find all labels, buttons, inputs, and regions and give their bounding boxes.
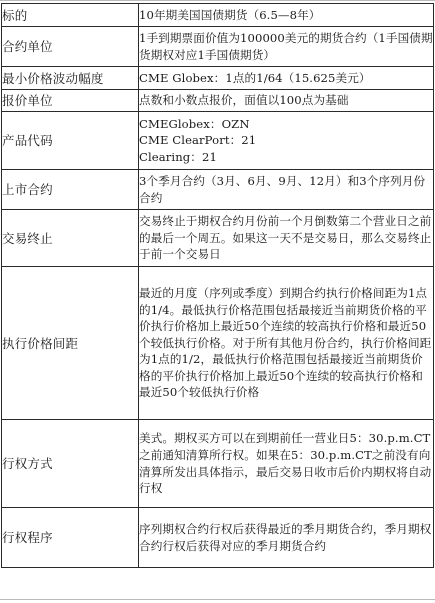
table-row [2, 90, 434, 112]
table-row [2, 27, 434, 67]
top-rule [0, 0, 435, 1]
row-value: 3个季月合约（3月、6月、9月、12月）和3个序列月份合约 [139, 170, 434, 210]
table-row [2, 112, 434, 170]
row-value: 序列期权合约行权后获得最近的季月期货合约，季月期权合约行权后获得对应的季月期货合约 [139, 508, 434, 568]
contract-spec-table [1, 3, 434, 568]
row-value: 1手到期票面价值为100000美元的期货合约（1手国债期货期权对应1手国债期货） [139, 27, 434, 67]
bottom-rule [0, 599, 435, 600]
table-row [2, 267, 434, 420]
row-label: 行权方式 [2, 420, 139, 508]
product-code-line: Clearing：21 [139, 149, 217, 164]
row-label: 合约单位 [2, 27, 139, 67]
table-row [2, 508, 434, 568]
product-code-line: CME ClearPort：21 [139, 133, 257, 148]
row-label: 最小价格波动幅度 [2, 67, 139, 90]
row-label: 上市合约 [2, 170, 139, 210]
table-row [2, 420, 434, 508]
row-value: 交易终止于期权合约月份前一个月倒数第二个营业日之前的最后一个周五。如果这一天不是交易日，那么交易终止于前一个交易日 [139, 210, 434, 267]
product-code-line: CMEGlobex：OZN [139, 116, 250, 131]
table-row [2, 210, 434, 267]
row-label: 报价单位 [2, 90, 139, 112]
row-value: 最近的月度（序列或季度）到期合约执行价格间距为1点的1/4。最低执行价格范围包括最接近当前期货价格的平价执行价格加上最近50个连续的较高执行价格和最近50个较低执行价格。对于所有其他月份合约，执行价格间距为1点的1/2，最低执行价格范围包括最接近当前期货价格的平价执行价格加上最近50个连续的较高执行价格和最近50个较低执行价格 [139, 267, 434, 420]
row-value [139, 112, 434, 170]
row-value: CME Globex：1点的1/64（15.625美元） [139, 67, 434, 90]
row-value: 10年期美国国债期货（6.5—8年） [139, 4, 434, 27]
table-row [2, 4, 434, 27]
row-label: 执行价格间距 [2, 267, 139, 420]
row-value: 点数和小数点报价，面值以100点为基础 [139, 90, 434, 112]
row-label: 交易终止 [2, 210, 139, 267]
table-row [2, 170, 434, 210]
row-label: 标的 [2, 4, 139, 27]
row-value: 美式。期权买方可以在到期前任一营业日5：30.p.m.CT之前通知清算所行权。如果在5：30.p.m.CT之前没有向清算所发出具体指示，最后交易日收市后价内期权将自动行权 [139, 420, 434, 508]
row-label: 行权程序 [2, 508, 139, 568]
table-row [2, 67, 434, 90]
row-label: 产品代码 [2, 112, 139, 170]
